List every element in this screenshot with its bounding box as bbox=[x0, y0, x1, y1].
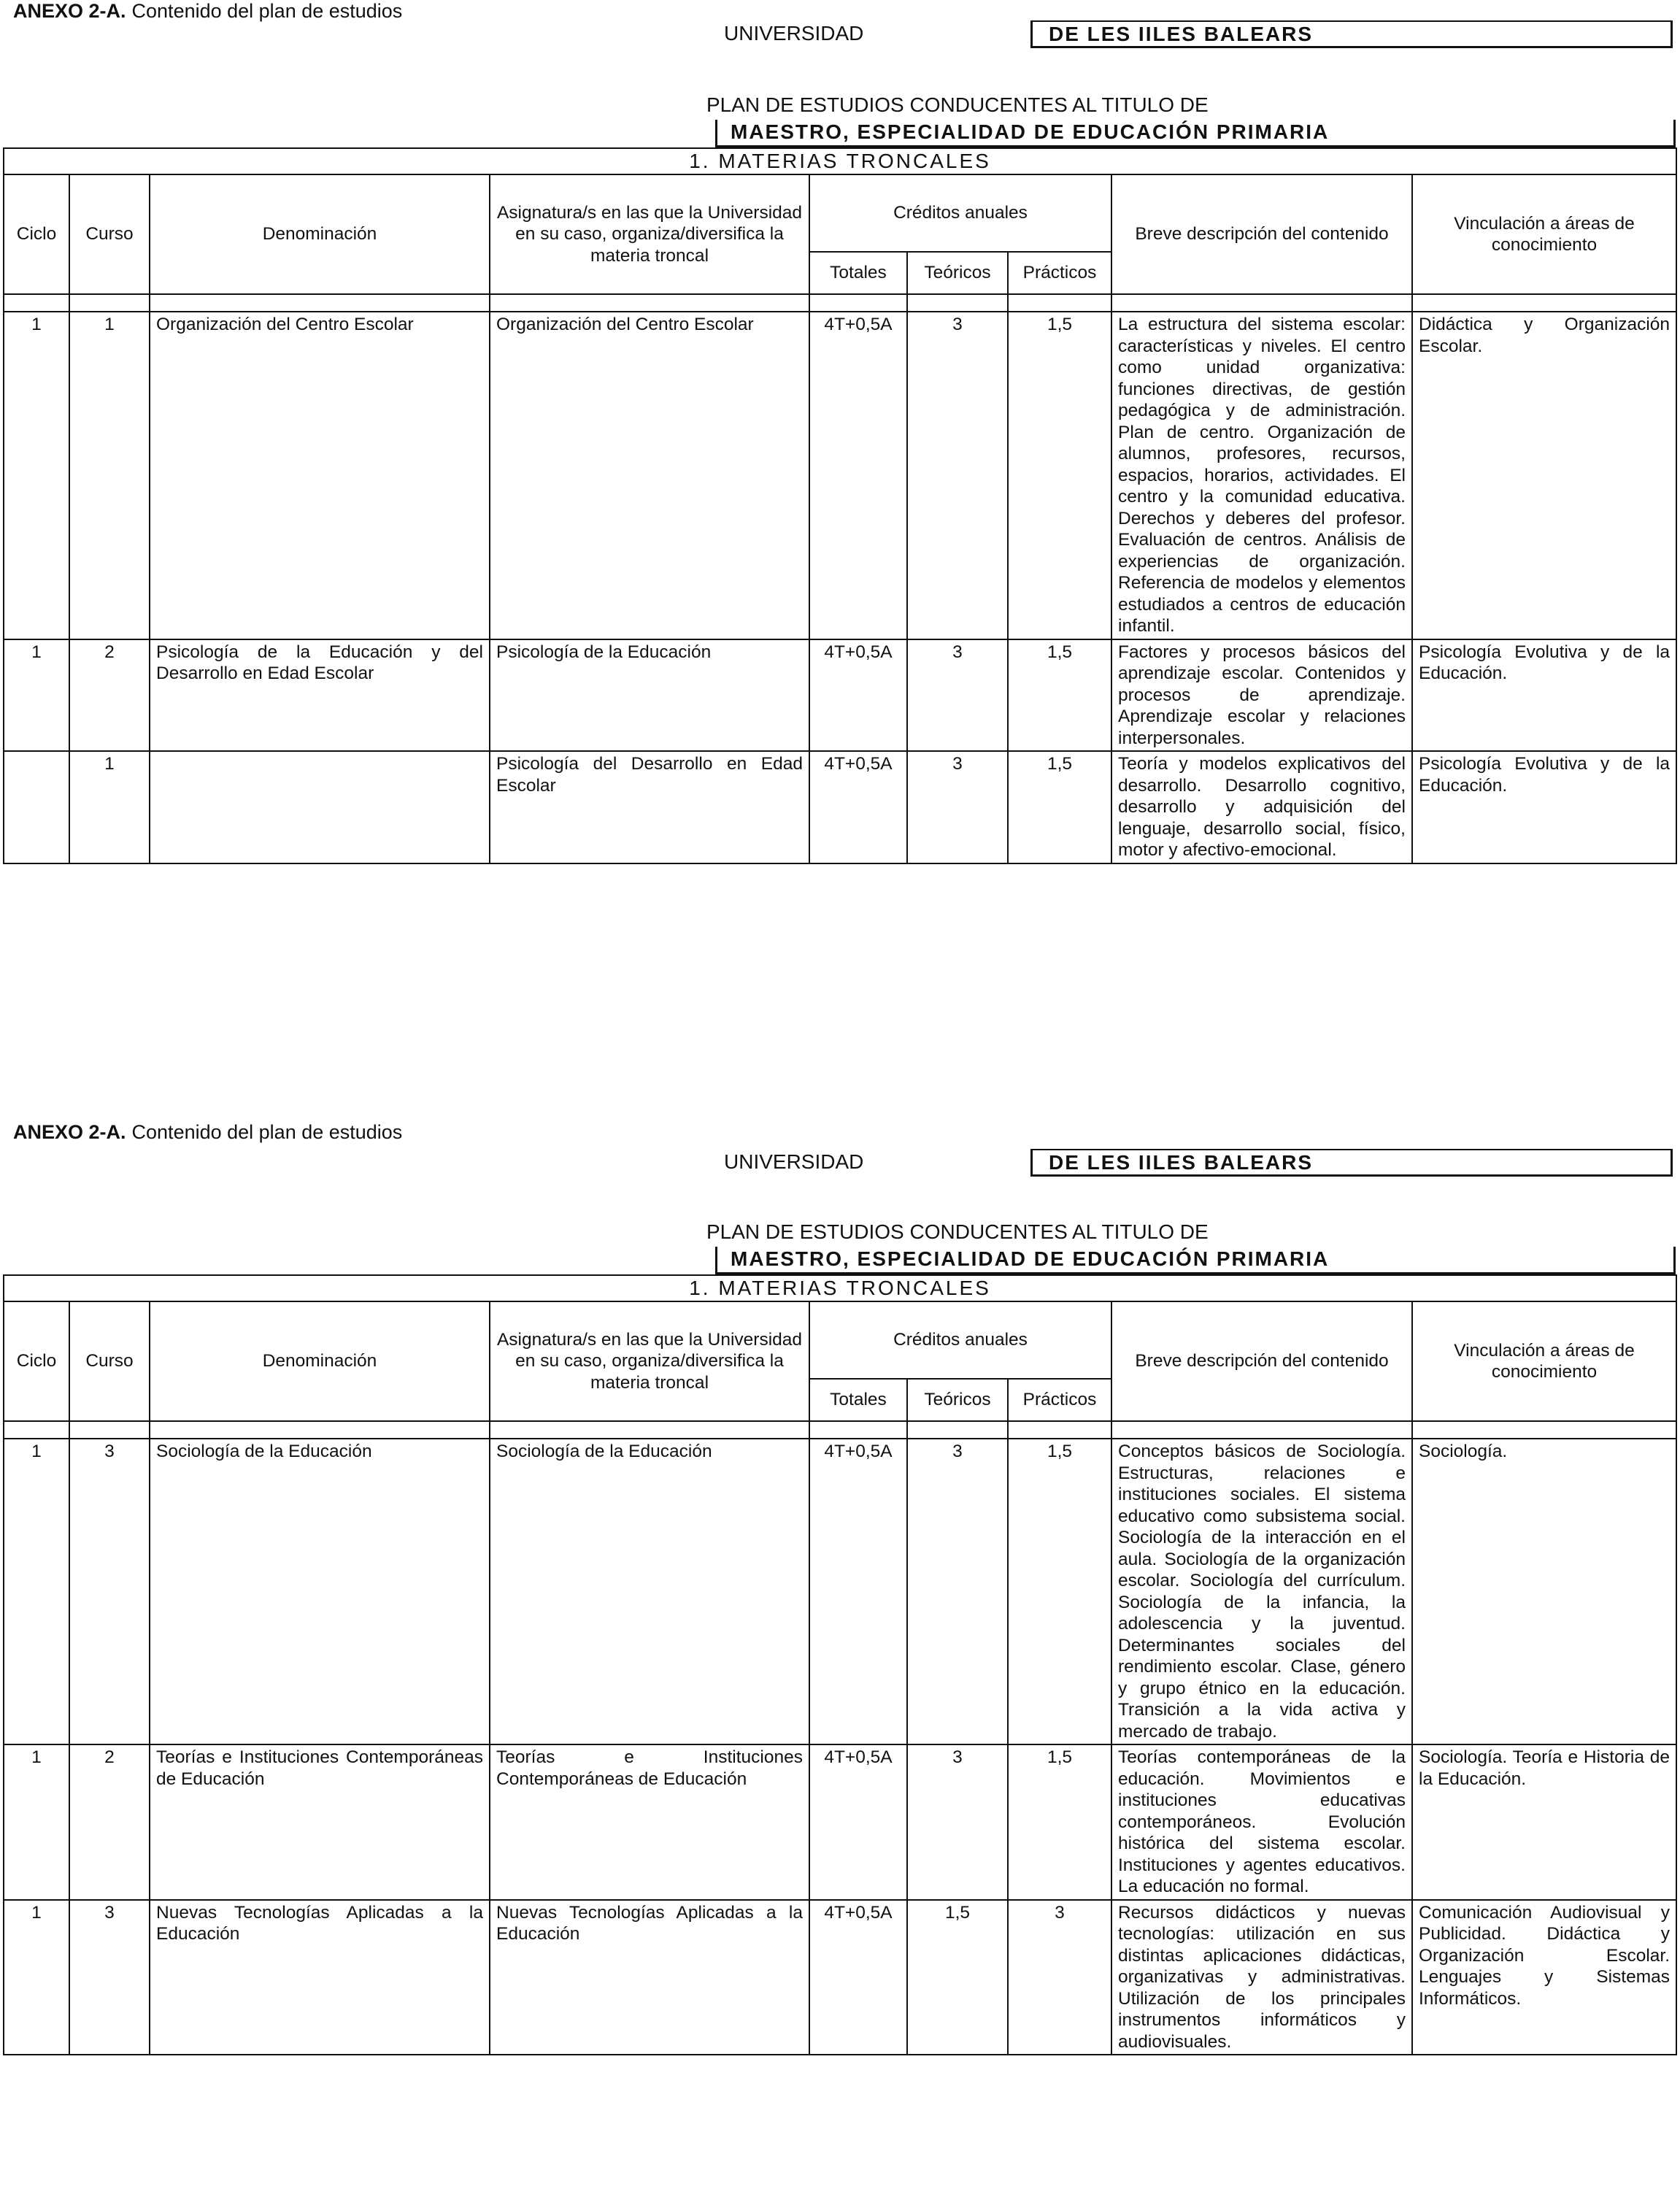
header-practicos: Prácticos bbox=[1008, 252, 1111, 294]
header-teoricos: Teóricos bbox=[907, 252, 1008, 294]
header-ciclo: Ciclo bbox=[4, 1301, 69, 1421]
table-row bbox=[4, 639, 1676, 752]
university-label: UNIVERSIDAD bbox=[724, 1150, 864, 1173]
cell-vinculacion: Sociología. Teoría e Historia de la Educación. bbox=[1412, 1744, 1676, 1900]
cell-descripcion: Factores y procesos básicos del aprendizaje escolar. Contenidos y procesos de aprendizaje. Aprendizaje escolar y relaciones interpersonales. bbox=[1111, 639, 1412, 752]
header-creditos: Créditos anuales bbox=[809, 1301, 1111, 1379]
cell-descripcion: Conceptos básicos de Sociología. Estructuras, relaciones e instituciones sociales. El sistema educativo como subsistema social. Sociología de la interacción en el aula. Sociología de la organización escolar. Sociología del currículum. Sociología de la infancia, la adolescencia y la juventud. Determinantes sociales del rendimiento escolar. Clase, género y grupo étnico en la educación. Transición a la vida activa y mercado de trabajo. bbox=[1111, 1439, 1412, 1744]
section-title: 1. MATERIAS TRONCALES bbox=[4, 148, 1676, 174]
header-descripcion: Breve descripción del contenido bbox=[1111, 174, 1412, 294]
cell-ciclo: 1 bbox=[4, 1900, 69, 2055]
header-asignaturas: Asignatura/s en las que la Universidad en su caso, organiza/diversifica la materia troncal bbox=[490, 174, 809, 294]
cell-denominacion: Nuevas Tecnologías Aplicadas a la Educación bbox=[150, 1900, 490, 2055]
cell-denominacion: Psicología de la Educación y del Desarrollo en Edad Escolar bbox=[150, 639, 490, 752]
header-practicos: Prácticos bbox=[1008, 1379, 1111, 1421]
annex-title: Contenido del plan de estudios bbox=[131, 0, 403, 22]
cell-asignatura: Psicología de la Educación bbox=[490, 639, 809, 752]
cell-asignatura: Nuevas Tecnologías Aplicadas a la Educación bbox=[490, 1900, 809, 2055]
subjects-body bbox=[4, 1439, 1676, 2055]
header-creditos: Créditos anuales bbox=[809, 174, 1111, 252]
section-title: 1. MATERIAS TRONCALES bbox=[4, 1275, 1676, 1301]
cell-vinculacion: Psicología Evolutiva y de la Educación. bbox=[1412, 639, 1676, 752]
header-curso: Curso bbox=[69, 174, 150, 294]
cell-denominacion: Organización del Centro Escolar bbox=[150, 312, 490, 639]
cell-ciclo: 1 bbox=[4, 312, 69, 639]
cell-totales: 4T+0,5A bbox=[809, 639, 907, 752]
table-row bbox=[4, 1439, 1676, 1744]
cell-curso: 3 bbox=[69, 1439, 150, 1744]
plan-page bbox=[0, 1117, 1680, 2197]
cell-practicos: 1,5 bbox=[1008, 639, 1111, 752]
header-vinculacion: Vinculación a áreas de conocimiento bbox=[1412, 174, 1676, 294]
cell-curso: 2 bbox=[69, 1744, 150, 1900]
annex-label: ANEXO 2-A. bbox=[13, 1121, 126, 1143]
annex-title: Contenido del plan de estudios bbox=[131, 1121, 403, 1143]
plan-label: PLAN DE ESTUDIOS CONDUCENTES AL TITULO DE bbox=[706, 93, 1209, 116]
table-row bbox=[4, 751, 1676, 863]
header-ciclo: Ciclo bbox=[4, 174, 69, 294]
table-row bbox=[4, 312, 1676, 639]
header-curso: Curso bbox=[69, 1301, 150, 1421]
cell-teoricos: 3 bbox=[907, 312, 1008, 639]
cell-ciclo: 1 bbox=[4, 639, 69, 752]
cell-practicos: 1,5 bbox=[1008, 1744, 1111, 1900]
cell-practicos: 1,5 bbox=[1008, 1439, 1111, 1744]
cell-teoricos: 3 bbox=[907, 1439, 1008, 1744]
annex-heading bbox=[13, 1121, 402, 1144]
table-row bbox=[4, 1900, 1676, 2055]
cell-practicos: 1,5 bbox=[1008, 751, 1111, 863]
university-name: DE LES IILES BALEARS bbox=[1030, 20, 1673, 48]
cell-teoricos: 3 bbox=[907, 639, 1008, 752]
cell-vinculacion: Comunicación Audiovisual y Publicidad. Didáctica y Organización Escolar. Lenguajes y Sistemas Informáticos. bbox=[1412, 1900, 1676, 2055]
header-descripcion: Breve descripción del contenido bbox=[1111, 1301, 1412, 1421]
degree-title: MAESTRO, ESPECIALIDAD DE EDUCACIÓN PRIMARIA bbox=[715, 1247, 1676, 1274]
cell-asignatura: Organización del Centro Escolar bbox=[490, 312, 809, 639]
cell-totales: 4T+0,5A bbox=[809, 312, 907, 639]
cell-totales: 4T+0,5A bbox=[809, 1900, 907, 2055]
cell-practicos: 3 bbox=[1008, 1900, 1111, 2055]
subjects-table bbox=[3, 1274, 1677, 2055]
cell-practicos: 1,5 bbox=[1008, 312, 1111, 639]
cell-denominacion: Sociología de la Educación bbox=[150, 1439, 490, 1744]
cell-asignatura: Sociología de la Educación bbox=[490, 1439, 809, 1744]
cell-totales: 4T+0,5A bbox=[809, 1744, 907, 1900]
cell-denominacion: Teorías e Instituciones Contemporáneas de Educación bbox=[150, 1744, 490, 1900]
cell-ciclo bbox=[4, 751, 69, 863]
table-row bbox=[4, 1744, 1676, 1900]
subjects-table bbox=[3, 147, 1677, 864]
cell-descripcion: Teorías contemporáneas de la educación. Movimientos e instituciones educativas contemporáneos. Evolución histórica del sistema escolar. Instituciones y agentes educativos. La educación no formal. bbox=[1111, 1744, 1412, 1900]
annex-heading bbox=[13, 0, 402, 23]
cell-teoricos: 3 bbox=[907, 751, 1008, 863]
header-denominacion: Denominación bbox=[150, 174, 490, 294]
cell-vinculacion: Didáctica y Organización Escolar. bbox=[1412, 312, 1676, 639]
subjects-body bbox=[4, 312, 1676, 863]
header-totales: Totales bbox=[809, 252, 907, 294]
cell-vinculacion: Psicología Evolutiva y de la Educación. bbox=[1412, 751, 1676, 863]
header-vinculacion: Vinculación a áreas de conocimiento bbox=[1412, 1301, 1676, 1421]
plan-label: PLAN DE ESTUDIOS CONDUCENTES AL TITULO DE bbox=[706, 1220, 1209, 1243]
cell-curso: 1 bbox=[69, 751, 150, 863]
cell-teoricos: 1,5 bbox=[907, 1900, 1008, 2055]
cell-totales: 4T+0,5A bbox=[809, 1439, 907, 1744]
cell-curso: 1 bbox=[69, 312, 150, 639]
header-denominacion: Denominación bbox=[150, 1301, 490, 1421]
cell-descripcion: Recursos didácticos y nuevas tecnologías: utilización en sus distintas aplicaciones didácticas, organizativas y administrativas. Utilización de los principales instrumentos informáticos y audiovisuales. bbox=[1111, 1900, 1412, 2055]
cell-ciclo: 1 bbox=[4, 1744, 69, 1900]
header-totales: Totales bbox=[809, 1379, 907, 1421]
cell-teoricos: 3 bbox=[907, 1744, 1008, 1900]
header-asignaturas: Asignatura/s en las que la Universidad en su caso, organiza/diversifica la materia troncal bbox=[490, 1301, 809, 1421]
cell-curso: 3 bbox=[69, 1900, 150, 2055]
cell-asignatura: Psicología del Desarrollo en Edad Escolar bbox=[490, 751, 809, 863]
cell-curso: 2 bbox=[69, 639, 150, 752]
cell-descripcion: La estructura del sistema escolar: características y niveles. El centro como unidad organizativa: funciones directivas, de gestión pedagógica y de administración. Plan de centro. Organización de alumnos, profesores, recursos, espacios, horarios, actividades. El centro y la comunidad educativa. Derechos y deberes del profesor. Evaluación de centros. Análisis de experiencias de organización. Referencia de modelos y elementos estudiados a centros de educación infantil. bbox=[1111, 312, 1412, 639]
cell-ciclo: 1 bbox=[4, 1439, 69, 1744]
degree-title: MAESTRO, ESPECIALIDAD DE EDUCACIÓN PRIMARIA bbox=[715, 120, 1676, 147]
cell-vinculacion: Sociología. bbox=[1412, 1439, 1676, 1744]
plan-page bbox=[0, 0, 1680, 1080]
cell-descripcion: Teoría y modelos explicativos del desarrollo. Desarrollo cognitivo, desarrollo y adquisición del lenguaje, desarrollo social, físico, motor y afectivo-emocional. bbox=[1111, 751, 1412, 863]
university-label: UNIVERSIDAD bbox=[724, 22, 864, 45]
university-name: DE LES IILES BALEARS bbox=[1030, 1149, 1673, 1177]
cell-totales: 4T+0,5A bbox=[809, 751, 907, 863]
cell-asignatura: Teorías e Instituciones Contemporáneas de Educación bbox=[490, 1744, 809, 1900]
cell-denominacion bbox=[150, 751, 490, 863]
annex-label: ANEXO 2-A. bbox=[13, 0, 126, 22]
header-teoricos: Teóricos bbox=[907, 1379, 1008, 1421]
